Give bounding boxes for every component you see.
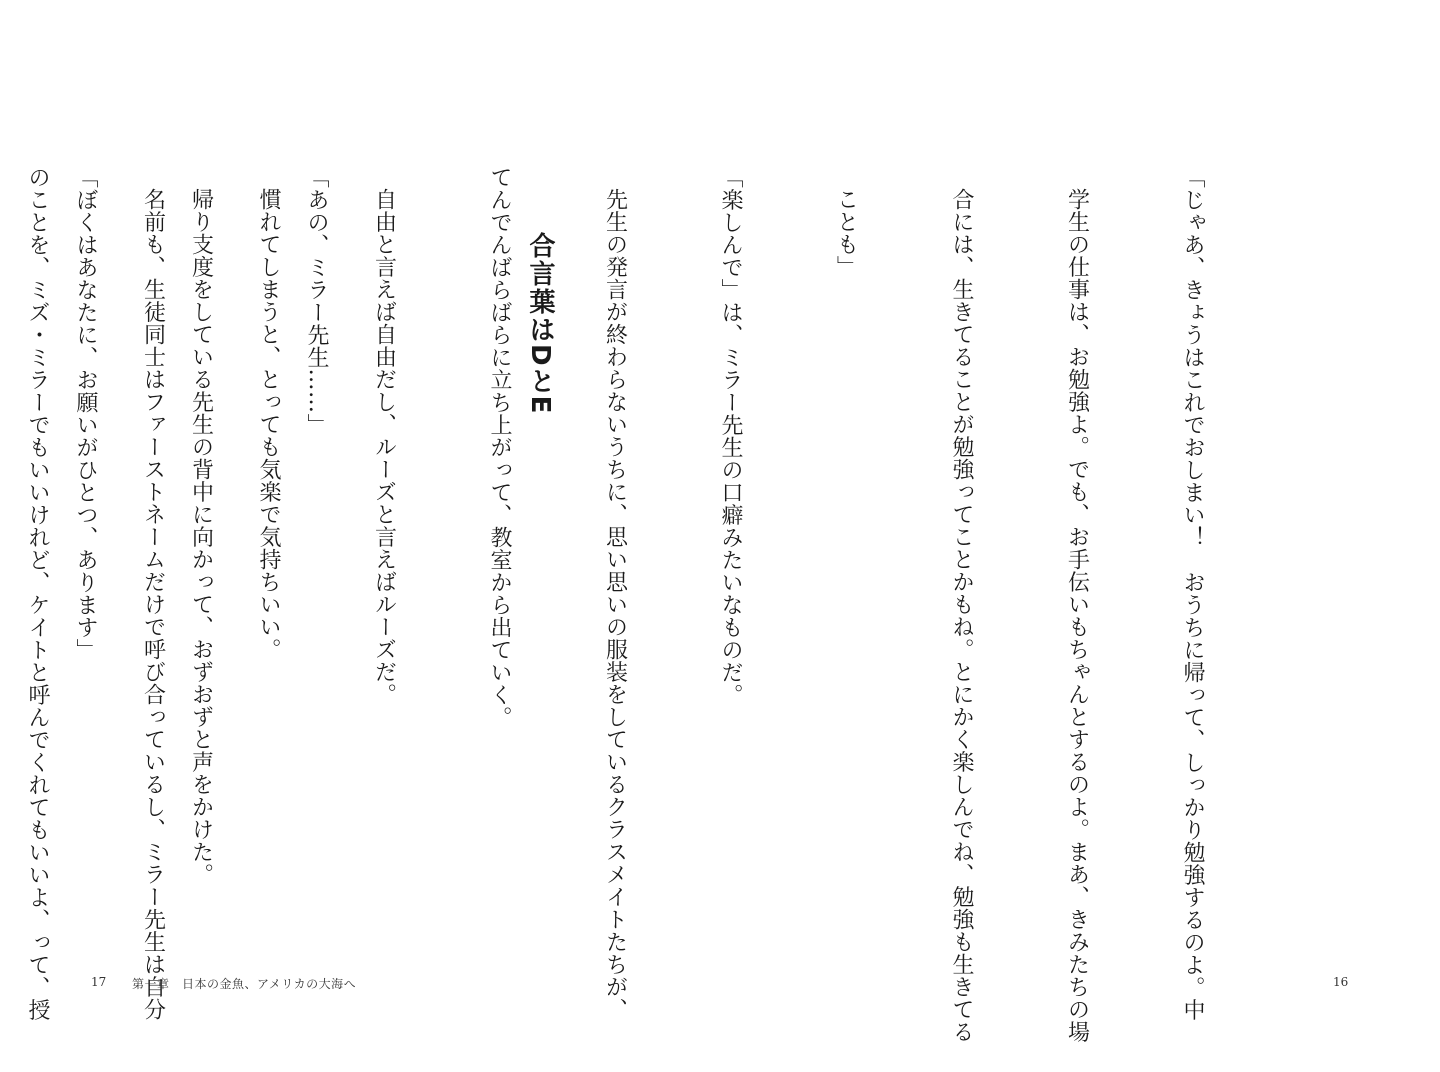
text-line: 「ぼくはあなたに、お願いがひとつ、あります」 (73, 166, 98, 661)
text-line: 慣れてしまうと、とっても気楽で気持ちいい。 (256, 188, 281, 661)
text-line: 「じゃあ、きょうはこれでおしまい！ おうちに帰って、しっかり勉強するのよ。中 (1180, 166, 1205, 1021)
text-line: ことも」 (833, 188, 859, 278)
text-line: 学生の仕事は、お勉強よ。でも、お手伝いもちゃんとするのよ。まあ、きみたちの場 (1064, 188, 1090, 1043)
text-line: 合には、生きてることが勉強ってことかもね。とにかく楽しんでね、勉強も生きてる (949, 188, 974, 1043)
text-line: 自由と言えば自由だし、ルーズと言えばルーズだ。 (371, 188, 397, 706)
text-line: 「楽しんで」は、ミラー先生の口癖みたいなものだ。 (718, 166, 743, 706)
page-number-right: 16 (1333, 975, 1349, 989)
page-number-left: 17 (91, 975, 107, 989)
text-line: 先生の発言が終わらないうちに、思い思いの服装をしているクラスメイトたちが、 (602, 188, 628, 1021)
running-title: 第一章 日本の金魚、アメリカの大海へ (132, 977, 357, 991)
text-line: てんでんばらばらに立ち上がって、教室から出ていく。 (487, 166, 512, 729)
text-line: 名前も、生徒同士はファーストネームだけで呼び合っているし、ミラー先生は自分 (140, 188, 166, 1021)
text-line: 帰り支度をしている先生の背中に向かって、おずおずと声をかけた。 (188, 188, 214, 886)
text-line: 「あの、ミラー先生……」 (304, 166, 329, 436)
section-heading: 合言葉はDとE (525, 232, 555, 416)
text-line: のことを、ミズ・ミラーでもいいけれど、ケイトと呼んでくれてもいいよ、って、授 (25, 166, 50, 1021)
